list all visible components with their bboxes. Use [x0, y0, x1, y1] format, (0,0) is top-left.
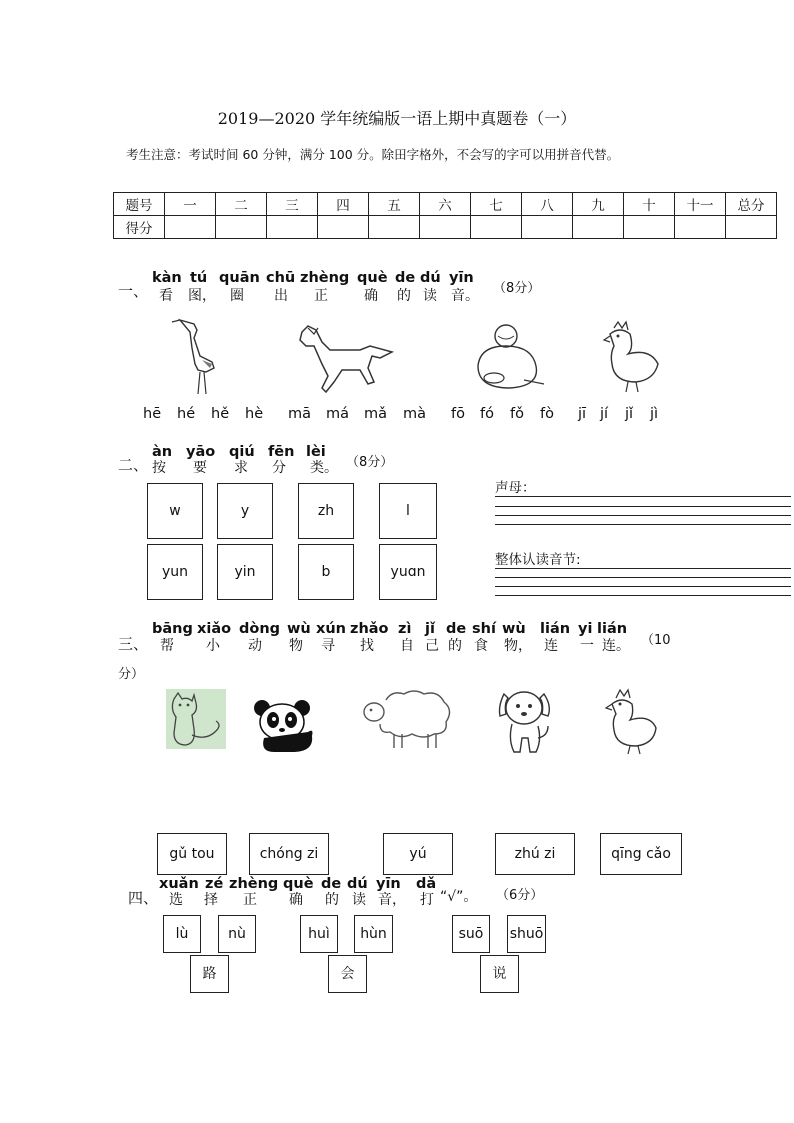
- q3-char: 食: [474, 638, 488, 654]
- q4-char: 确: [289, 892, 303, 908]
- option-syllable[interactable]: jí: [600, 406, 609, 422]
- score-cell[interactable]: [216, 216, 267, 239]
- score-col: 七: [471, 193, 522, 216]
- q1-char: 出: [274, 288, 288, 304]
- syllable-card[interactable]: b: [298, 544, 354, 600]
- score-cell[interactable]: [573, 216, 624, 239]
- q3-pinyin: zì: [398, 621, 412, 637]
- character-box: 路: [190, 955, 229, 993]
- score-col: 四: [318, 193, 369, 216]
- q3-char: 小: [206, 638, 220, 654]
- q1-pinyin: chū: [266, 270, 296, 286]
- answer-line[interactable]: [495, 524, 791, 525]
- q1-char: 图，: [188, 288, 216, 304]
- food-card[interactable]: chóng zi: [249, 833, 329, 875]
- q4-points: （6分）: [496, 888, 544, 903]
- option-syllable[interactable]: fǒ: [510, 406, 524, 422]
- score-cell[interactable]: [369, 216, 420, 239]
- pinyin-choice[interactable]: suō: [452, 915, 490, 953]
- score-cell[interactable]: [267, 216, 318, 239]
- score-cell[interactable]: [522, 216, 573, 239]
- q2-char: 求: [234, 460, 248, 476]
- q1-char: 确: [364, 288, 378, 304]
- q2-pinyin: fēn: [268, 444, 295, 460]
- q4-pinyin: zhèng: [229, 876, 279, 892]
- q2-number: 二、: [118, 456, 149, 474]
- q4-pinyin: què: [283, 876, 314, 892]
- q3-char: 帮: [160, 638, 174, 654]
- q1-char: 音。: [451, 288, 479, 304]
- q3-number: 三、: [118, 635, 149, 653]
- pinyin-choice[interactable]: nù: [218, 915, 256, 953]
- q3-char: 动: [248, 638, 262, 654]
- food-card[interactable]: gǔ tou: [157, 833, 227, 875]
- score-col: 五: [369, 193, 420, 216]
- syllable-card[interactable]: yuɑn: [379, 544, 437, 600]
- q4-char: 读: [352, 892, 366, 908]
- option-syllable[interactable]: jī: [578, 406, 587, 422]
- q1-pinyin: dú: [420, 270, 441, 286]
- pinyin-choice[interactable]: shuō: [507, 915, 546, 953]
- score-col: 十: [624, 193, 675, 216]
- buddha-icon: [470, 322, 548, 392]
- option-syllable[interactable]: mā: [288, 406, 312, 422]
- chicken-icon: [600, 318, 662, 394]
- score-table-score-row: [114, 216, 777, 239]
- q4-char: 选: [169, 892, 183, 908]
- q4-char: 打: [420, 892, 434, 908]
- q4-char: 正: [243, 892, 257, 908]
- food-card[interactable]: zhú zi: [495, 833, 575, 875]
- q1-pinyin: yīn: [449, 270, 474, 286]
- q2-pinyin: àn: [152, 444, 173, 460]
- option-syllable[interactable]: mǎ: [364, 406, 388, 422]
- q3-char: 寻: [321, 638, 335, 654]
- q1-pinyin: zhèng: [300, 270, 350, 286]
- score-cell[interactable]: [624, 216, 675, 239]
- q1-pinyin: què: [357, 270, 388, 286]
- option-syllable[interactable]: hé: [177, 406, 196, 422]
- q2-pinyin: lèi: [306, 444, 326, 460]
- answer-line[interactable]: [495, 496, 791, 497]
- q2-char: 按: [152, 460, 166, 476]
- q3-points: 分）: [118, 667, 145, 682]
- option-syllable[interactable]: hě: [211, 406, 230, 422]
- q4-char: 音，: [378, 892, 406, 908]
- answer-line[interactable]: [495, 595, 791, 596]
- panda-icon: [252, 698, 318, 756]
- q3-pinyin: zhǎo: [350, 621, 389, 637]
- cat-icon: [166, 689, 226, 749]
- initial-card[interactable]: w: [147, 483, 203, 539]
- q3-pinyin: xiǎo: [197, 621, 232, 637]
- score-cell[interactable]: [420, 216, 471, 239]
- q1-pinyin: tú: [190, 270, 208, 286]
- option-syllable[interactable]: fò: [540, 406, 554, 422]
- horse-icon: [296, 322, 398, 394]
- score-table: [113, 192, 777, 239]
- q1-pinyin: quān: [219, 270, 260, 286]
- food-card[interactable]: yú: [383, 833, 453, 875]
- character-box: 说: [480, 955, 519, 993]
- score-cell[interactable]: [675, 216, 726, 239]
- score-col: 六: [420, 193, 471, 216]
- q1-char: 的: [397, 288, 411, 304]
- score-col: 三: [267, 193, 318, 216]
- q2-points: （8分）: [346, 455, 394, 470]
- option-syllable[interactable]: mà: [403, 406, 427, 422]
- q1-char: 圈: [230, 288, 244, 304]
- q3-char: 物: [289, 638, 303, 654]
- pinyin-choice[interactable]: huì: [300, 915, 338, 953]
- crane-icon: [170, 316, 230, 396]
- q3-char: 连: [544, 638, 558, 654]
- answer-line[interactable]: [495, 506, 791, 507]
- initial-card[interactable]: zh: [298, 483, 354, 539]
- q3-char: 一: [580, 638, 594, 654]
- option-syllable[interactable]: má: [326, 406, 350, 422]
- q3-char: 物，: [504, 638, 532, 654]
- q3-pinyin: yi: [578, 621, 593, 637]
- q3-pinyin: bāng: [152, 621, 193, 637]
- q3-char: 己: [425, 638, 439, 654]
- q3-pinyin: lián: [540, 621, 571, 637]
- q1-char: 正: [314, 288, 328, 304]
- q3-pinyin: dòng: [239, 621, 281, 637]
- q1-pinyin: kàn: [152, 270, 182, 286]
- q1-char: 看: [159, 288, 173, 304]
- initials-label: 声母：: [495, 480, 536, 496]
- q2-pinyin: qiú: [229, 444, 255, 460]
- q4-char: 择: [204, 892, 218, 908]
- q4-number: 四、: [128, 889, 159, 907]
- food-card[interactable]: qīng cǎo: [600, 833, 682, 875]
- sheep-icon: [362, 686, 454, 750]
- option-syllable[interactable]: hè: [245, 406, 264, 422]
- option-syllable[interactable]: hē: [143, 406, 162, 422]
- q4-pinyin: dǎ: [416, 876, 437, 892]
- q3-char: 找: [360, 638, 374, 654]
- syllable-card[interactable]: yin: [217, 544, 273, 600]
- q1-pinyin: de: [395, 270, 416, 286]
- q4-pinyin: de: [321, 876, 342, 892]
- whole-syllable-label: 整体认读音节:: [495, 552, 581, 568]
- answer-line[interactable]: [495, 577, 791, 578]
- score-table-header-label: 题号: [114, 193, 165, 216]
- score-col: 八: [522, 193, 573, 216]
- score-cell[interactable]: [165, 216, 216, 239]
- syllable-card[interactable]: yun: [147, 544, 203, 600]
- q2-char: 分: [272, 460, 286, 476]
- q4-pinyin: xuǎn: [159, 876, 199, 892]
- score-col: 一: [165, 193, 216, 216]
- option-syllable[interactable]: jǐ: [625, 406, 634, 422]
- option-syllable[interactable]: fō: [451, 406, 465, 422]
- initial-card[interactable]: y: [217, 483, 273, 539]
- score-col: 二: [216, 193, 267, 216]
- answer-line[interactable]: [495, 568, 791, 569]
- score-cell[interactable]: [471, 216, 522, 239]
- score-cell[interactable]: [318, 216, 369, 239]
- answer-line[interactable]: [495, 586, 791, 587]
- exam-notice: 考生注意：考试时间 60 分钟，满分 100 分。除田字格外，不会写的字可以用拼音代替。: [126, 147, 620, 162]
- character-box: 会: [328, 955, 367, 993]
- q2-pinyin: yāo: [186, 444, 216, 460]
- q1-char: 读: [423, 288, 437, 304]
- pinyin-choice[interactable]: hùn: [354, 915, 393, 953]
- score-table-header-row: [114, 193, 777, 216]
- q1-number: 一、: [118, 282, 149, 300]
- option-syllable[interactable]: jì: [650, 406, 659, 422]
- page-title: 2019—2020 学年统编版一语上期中真题卷（一）: [217, 109, 577, 128]
- score-col: 十一: [675, 193, 726, 216]
- q2-char: 要: [193, 460, 207, 476]
- q4-mark: “√”。: [440, 889, 478, 905]
- rooster-icon: [604, 688, 660, 756]
- score-col: 九: [573, 193, 624, 216]
- q3-pinyin: wù: [502, 621, 526, 637]
- score-cell[interactable]: [726, 216, 777, 239]
- q1-points: （8分）: [493, 281, 541, 296]
- dog-icon: [494, 686, 554, 758]
- cat-picture: [166, 689, 226, 749]
- q3-char: 的: [448, 638, 462, 654]
- q3-pinyin: xún: [316, 621, 346, 637]
- q3-pinyin: wù: [287, 621, 311, 637]
- q4-pinyin: dú: [347, 876, 368, 892]
- q3-char: 连。: [602, 638, 630, 654]
- score-col: 总分: [726, 193, 777, 216]
- q3-pinyin: jǐ: [425, 621, 435, 637]
- q3-pinyin: de: [446, 621, 467, 637]
- q3-pinyin: lián: [597, 621, 628, 637]
- option-syllable[interactable]: fó: [480, 406, 494, 422]
- q3-pinyin: shí: [472, 621, 496, 637]
- score-row-label: 得分: [114, 216, 165, 239]
- q2-char: 类。: [310, 460, 338, 476]
- q4-char: 的: [325, 892, 339, 908]
- q3-char: 自: [400, 638, 414, 654]
- q4-pinyin: zé: [205, 876, 224, 892]
- q3-points: （10: [641, 633, 671, 648]
- answer-line[interactable]: [495, 515, 791, 516]
- initial-card[interactable]: l: [379, 483, 437, 539]
- q4-pinyin: yīn: [376, 876, 401, 892]
- pinyin-choice[interactable]: lù: [163, 915, 201, 953]
